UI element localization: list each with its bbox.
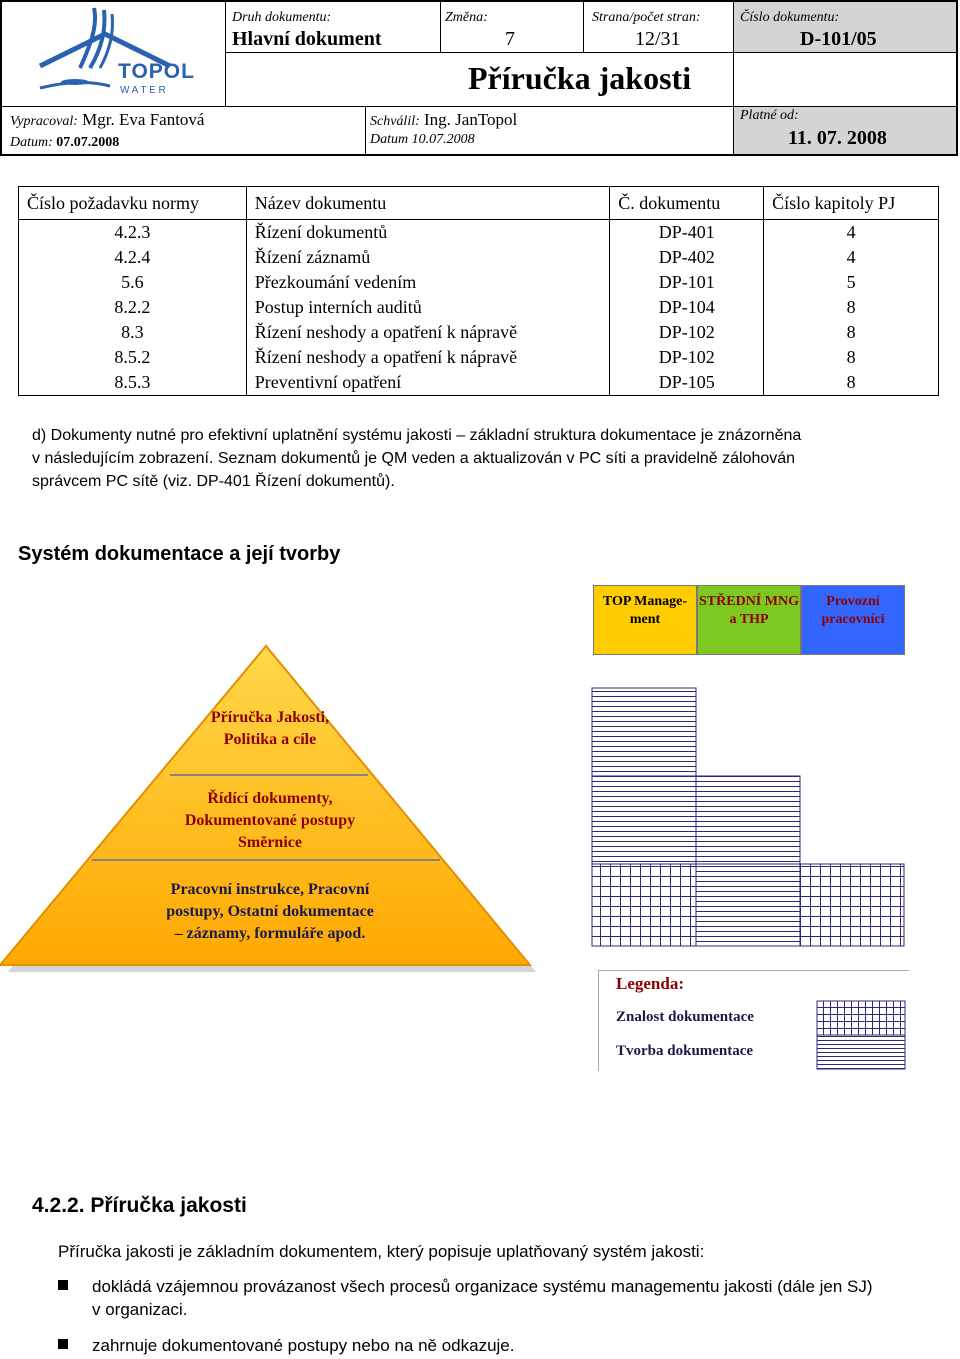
paragraph-line: d) Dokumenty nutné pro efektivní uplatnění systému jakosti – základní struktura dokumentace je znázorněna	[32, 427, 802, 444]
prepared-date: Datum: 07.07.2008	[10, 135, 120, 150]
table-cell: DP-102	[610, 345, 764, 370]
table-cell: 8	[764, 295, 939, 320]
role-top-management: TOP Manage- ment	[593, 585, 697, 655]
table-cell: 5.6	[19, 270, 247, 295]
bullet-icon	[58, 1339, 68, 1349]
column-header: Název dokumentu	[246, 187, 610, 220]
doc-number-value: D-101/05	[800, 28, 877, 50]
legend-knowledge-label: Znalost dokumentace	[616, 1009, 754, 1025]
change-value: 7	[505, 28, 515, 50]
logo-subtext: W A T E R	[120, 85, 166, 96]
role-operational-staff: Provozní pracovníci	[801, 585, 905, 655]
approved-date: Datum 10.07.2008	[370, 132, 475, 147]
paragraph-line: v následujícím zobrazení. Seznam dokumentů je QM veden a aktualizován v PC síti a pravidelně zálohován	[32, 450, 796, 467]
section-title: Systém dokumentace a její tvorby	[18, 543, 341, 565]
table-row	[19, 320, 939, 345]
prepared-by: Vypracoval: Mgr. Eva Fantová	[10, 110, 205, 129]
page-title: Příručka jakosti	[468, 60, 692, 96]
table-row	[19, 370, 939, 396]
approved-by: Schválil: Ing. JanTopol	[370, 110, 518, 129]
responsibility-grid	[590, 686, 910, 951]
bullet-item: zahrnuje dokumentované postupy nebo na ně odkazuje.	[92, 1336, 515, 1355]
legend-creation-label: Tvorba dokumentace	[616, 1043, 754, 1059]
table-cell: 5	[764, 270, 939, 295]
pyramid-level-1: Příručka Jakosti, Politika a cíle	[210, 709, 330, 748]
table-cell: 8.5.3	[19, 370, 247, 396]
valid-from-label: Platné od:	[740, 108, 799, 123]
column-header: Číslo požadavku normy	[19, 187, 247, 220]
bullet-item: dokládá vzájemnou provázanost všech procesů organizace systému managementu jakosti (dále jen SJ) v organizaci.	[92, 1277, 873, 1319]
page-value: 12/31	[635, 28, 681, 50]
bullet-icon	[58, 1280, 68, 1290]
table-cell: Postup interních auditů	[246, 295, 610, 320]
table-cell: Preventivní opatření	[246, 370, 610, 396]
standards-table	[18, 186, 939, 396]
table-cell: Řízení neshody a opatření k nápravě	[246, 320, 610, 345]
table-cell: Řízení záznamů	[246, 245, 610, 270]
doc-type-value: Hlavní dokument	[232, 28, 382, 50]
change-label: Změna:	[445, 10, 488, 25]
table-row	[19, 220, 939, 246]
table-cell: 8	[764, 345, 939, 370]
table-cell: 8.2.2	[19, 295, 247, 320]
role-middle-management: STŘEDNÍ MNG a THP	[697, 585, 801, 655]
doc-type-label: Druh dokumentu:	[232, 10, 332, 25]
table-cell: DP-104	[610, 295, 764, 320]
table-cell: 4	[764, 220, 939, 246]
table-cell: 8.3	[19, 320, 247, 345]
table-cell: 4.2.4	[19, 245, 247, 270]
valid-from-value: 11. 07. 2008	[788, 127, 887, 149]
paragraph-d	[32, 424, 947, 493]
table-header-row	[19, 187, 939, 220]
table-cell: DP-101	[610, 270, 764, 295]
table-cell: DP-102	[610, 320, 764, 345]
table-cell: 8	[764, 320, 939, 345]
page-label: Strana/počet stran:	[592, 10, 701, 25]
table-cell: DP-105	[610, 370, 764, 396]
column-header: Číslo kapitoly PJ	[764, 187, 939, 220]
legend-title: Legenda:	[616, 974, 684, 993]
pyramid-level-3: Pracovní instrukce, Pracovní postupy, Ostatní dokumentace – záznamy, formuláře apod.	[166, 881, 374, 942]
table-row	[19, 345, 939, 370]
section-422-title: 4.2.2. Příručka jakosti	[32, 1194, 247, 1217]
doc-number-label: Číslo dokumentu:	[740, 10, 840, 25]
paragraph-line: správcem PC sítě (viz. DP-401 Řízení dokumentů).	[32, 473, 395, 490]
table-row	[19, 295, 939, 320]
table-cell: DP-401	[610, 220, 764, 246]
table-cell: Řízení dokumentů	[246, 220, 610, 246]
pyramid-level-2: Řídící dokumenty, Dokumentované postupy Směrnice	[184, 790, 356, 851]
table-row	[19, 270, 939, 295]
table-cell: DP-402	[610, 245, 764, 270]
table-cell: 4	[764, 245, 939, 270]
table-cell: 8	[764, 370, 939, 396]
topol-logo	[20, 6, 210, 102]
table-cell: 8.5.2	[19, 345, 247, 370]
logo-text: TOPOL	[118, 60, 195, 83]
document-header	[0, 0, 958, 158]
table-row	[19, 245, 939, 270]
table-cell: Řízení neshody a opatření k nápravě	[246, 345, 610, 370]
table-cell: Přezkoumání vedením	[246, 270, 610, 295]
table-cell: 4.2.3	[19, 220, 247, 246]
column-header: Č. dokumentu	[610, 187, 764, 220]
legend-swatches	[816, 1000, 906, 1070]
section-422-intro: Příručka jakosti je základním dokumentem, který popisuje uplatňovaný systém jakosti:	[58, 1242, 705, 1261]
